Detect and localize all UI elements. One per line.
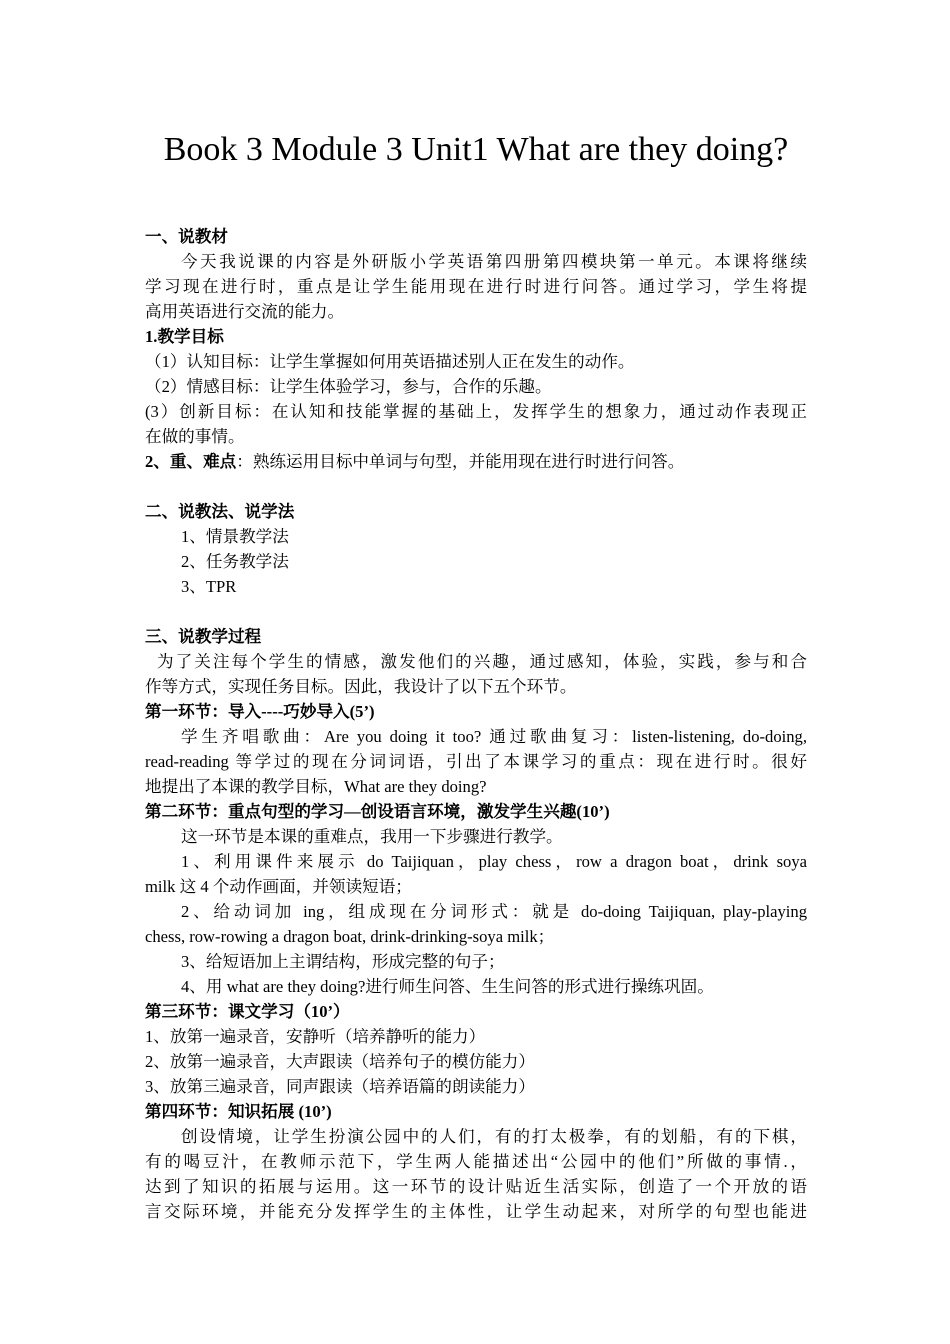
step-heading: 第四环节：知识拓展 (10’) bbox=[145, 1102, 332, 1121]
section-heading: 二、说教法、说学法 bbox=[145, 502, 295, 521]
step-heading: 第二环节：重点句型的学习—创设语言环境，激发学生兴趣(10’) bbox=[145, 802, 610, 821]
document-body bbox=[145, 224, 807, 1224]
list-item: 2、放第一遍录音，大声跟读（培养句子的模仿能力） bbox=[145, 1052, 535, 1071]
list-item: 3、TPR bbox=[181, 577, 237, 596]
section-heading: 三、说教学过程 bbox=[145, 627, 262, 646]
objective-line: (3）创新目标：在认知和技能掌握的基础上，发挥学生的想象力，通过动作表现正 bbox=[145, 402, 807, 421]
objective-line: 在做的事情。 bbox=[145, 427, 245, 446]
paragraph-line: chess, row-rowing a dragon boat, drink-drinking-soya milk； bbox=[145, 927, 555, 946]
paragraph-line: 学生齐唱歌曲：Are you doing it too? 通过歌曲复习：listen-listening, do-doing, bbox=[181, 727, 807, 746]
list-item: 1、放第一遍录音，安静听（培养静听的能力） bbox=[145, 1027, 486, 1046]
paragraph-line: 1、利用课件来展示 do Taijiquan，play chess，row a dragon boat，drink soya bbox=[181, 852, 807, 871]
paragraph-line: 作等方式，实现任务目标。因此，我设计了以下五个环节。 bbox=[145, 677, 577, 696]
paragraph-line: 2、给动词加 ing，组成现在分词形式：就是 do-doing Taijiquan, play-playing bbox=[181, 902, 807, 921]
paragraph-line: 今天我说课的内容是外研版小学英语第四册第四模块第一单元。本课将继续 bbox=[181, 252, 807, 271]
paragraph-line: 地提出了本课的教学目标，What are they doing? bbox=[145, 777, 487, 796]
paragraph-line: 有的喝豆汁，在教师示范下，学生两人能描述出“公园中的他们”所做的事情.， bbox=[145, 1152, 807, 1171]
section-heading: 一、说教材 bbox=[145, 227, 228, 246]
paragraph-line: read-reading 等学过的现在分词词语，引出了本课学习的重点：现在进行时。很好 bbox=[145, 752, 807, 771]
list-item: 2、任务教学法 bbox=[181, 552, 289, 571]
key-points-label: 2、重、难点 bbox=[145, 452, 237, 471]
paragraph-line: 为了关注每个学生的情感，激发他们的兴趣，通过感知，体验，实践，参与和合 bbox=[157, 652, 807, 671]
step-heading: 第一环节：导入----巧妙导入(5’) bbox=[145, 702, 375, 721]
list-item: 1、情景教学法 bbox=[181, 527, 289, 546]
paragraph-line: 言交际环境，并能充分发挥学生的主体性，让学生动起来，对所学的句型也能进 bbox=[145, 1202, 807, 1221]
step-heading: 第三环节：课文学习（10’） bbox=[145, 1002, 350, 1021]
paragraph-line: milk 这 4 个动作画面，并领读短语； bbox=[145, 877, 412, 896]
paragraph-line: 3、给短语加上主谓结构，形成完整的句子； bbox=[181, 952, 505, 971]
objective-line: （1）认知目标：让学生掌握如何用英语描述别人正在发生的动作。 bbox=[145, 352, 635, 371]
paragraph-line: 4、用 what are they doing?进行师生问答、生生问答的形式进行操练巩固。 bbox=[181, 977, 714, 996]
list-item: 3、放第三遍录音，同声跟读（培养语篇的朗读能力） bbox=[145, 1077, 535, 1096]
key-points-line bbox=[145, 449, 807, 474]
paragraph-line: 达到了知识的拓展与运用。这一环节的设计贴近生活实际，创造了一个开放的语 bbox=[145, 1177, 807, 1196]
paragraph-line: 高用英语进行交流的能力。 bbox=[145, 302, 345, 321]
paragraph-line: 学习现在进行时，重点是让学生能用现在进行时进行问答。通过学习，学生将提 bbox=[145, 277, 807, 296]
subheading: 1.教学目标 bbox=[145, 327, 224, 346]
paragraph-line: 这一环节是本课的重难点，我用一下步骤进行教学。 bbox=[181, 827, 563, 846]
paragraph-line: 创设情境，让学生扮演公园中的人们，有的打太极拳，有的划船，有的下棋， bbox=[181, 1127, 807, 1146]
key-points-text: ：熟练运用目标中单词与句型，并能用现在进行时进行问答。 bbox=[236, 452, 685, 471]
page-title: Book 3 Module 3 Unit1 What are they doing? bbox=[163, 131, 789, 168]
objective-line: （2）情感目标：让学生体验学习，参与，合作的乐趣。 bbox=[145, 377, 552, 396]
